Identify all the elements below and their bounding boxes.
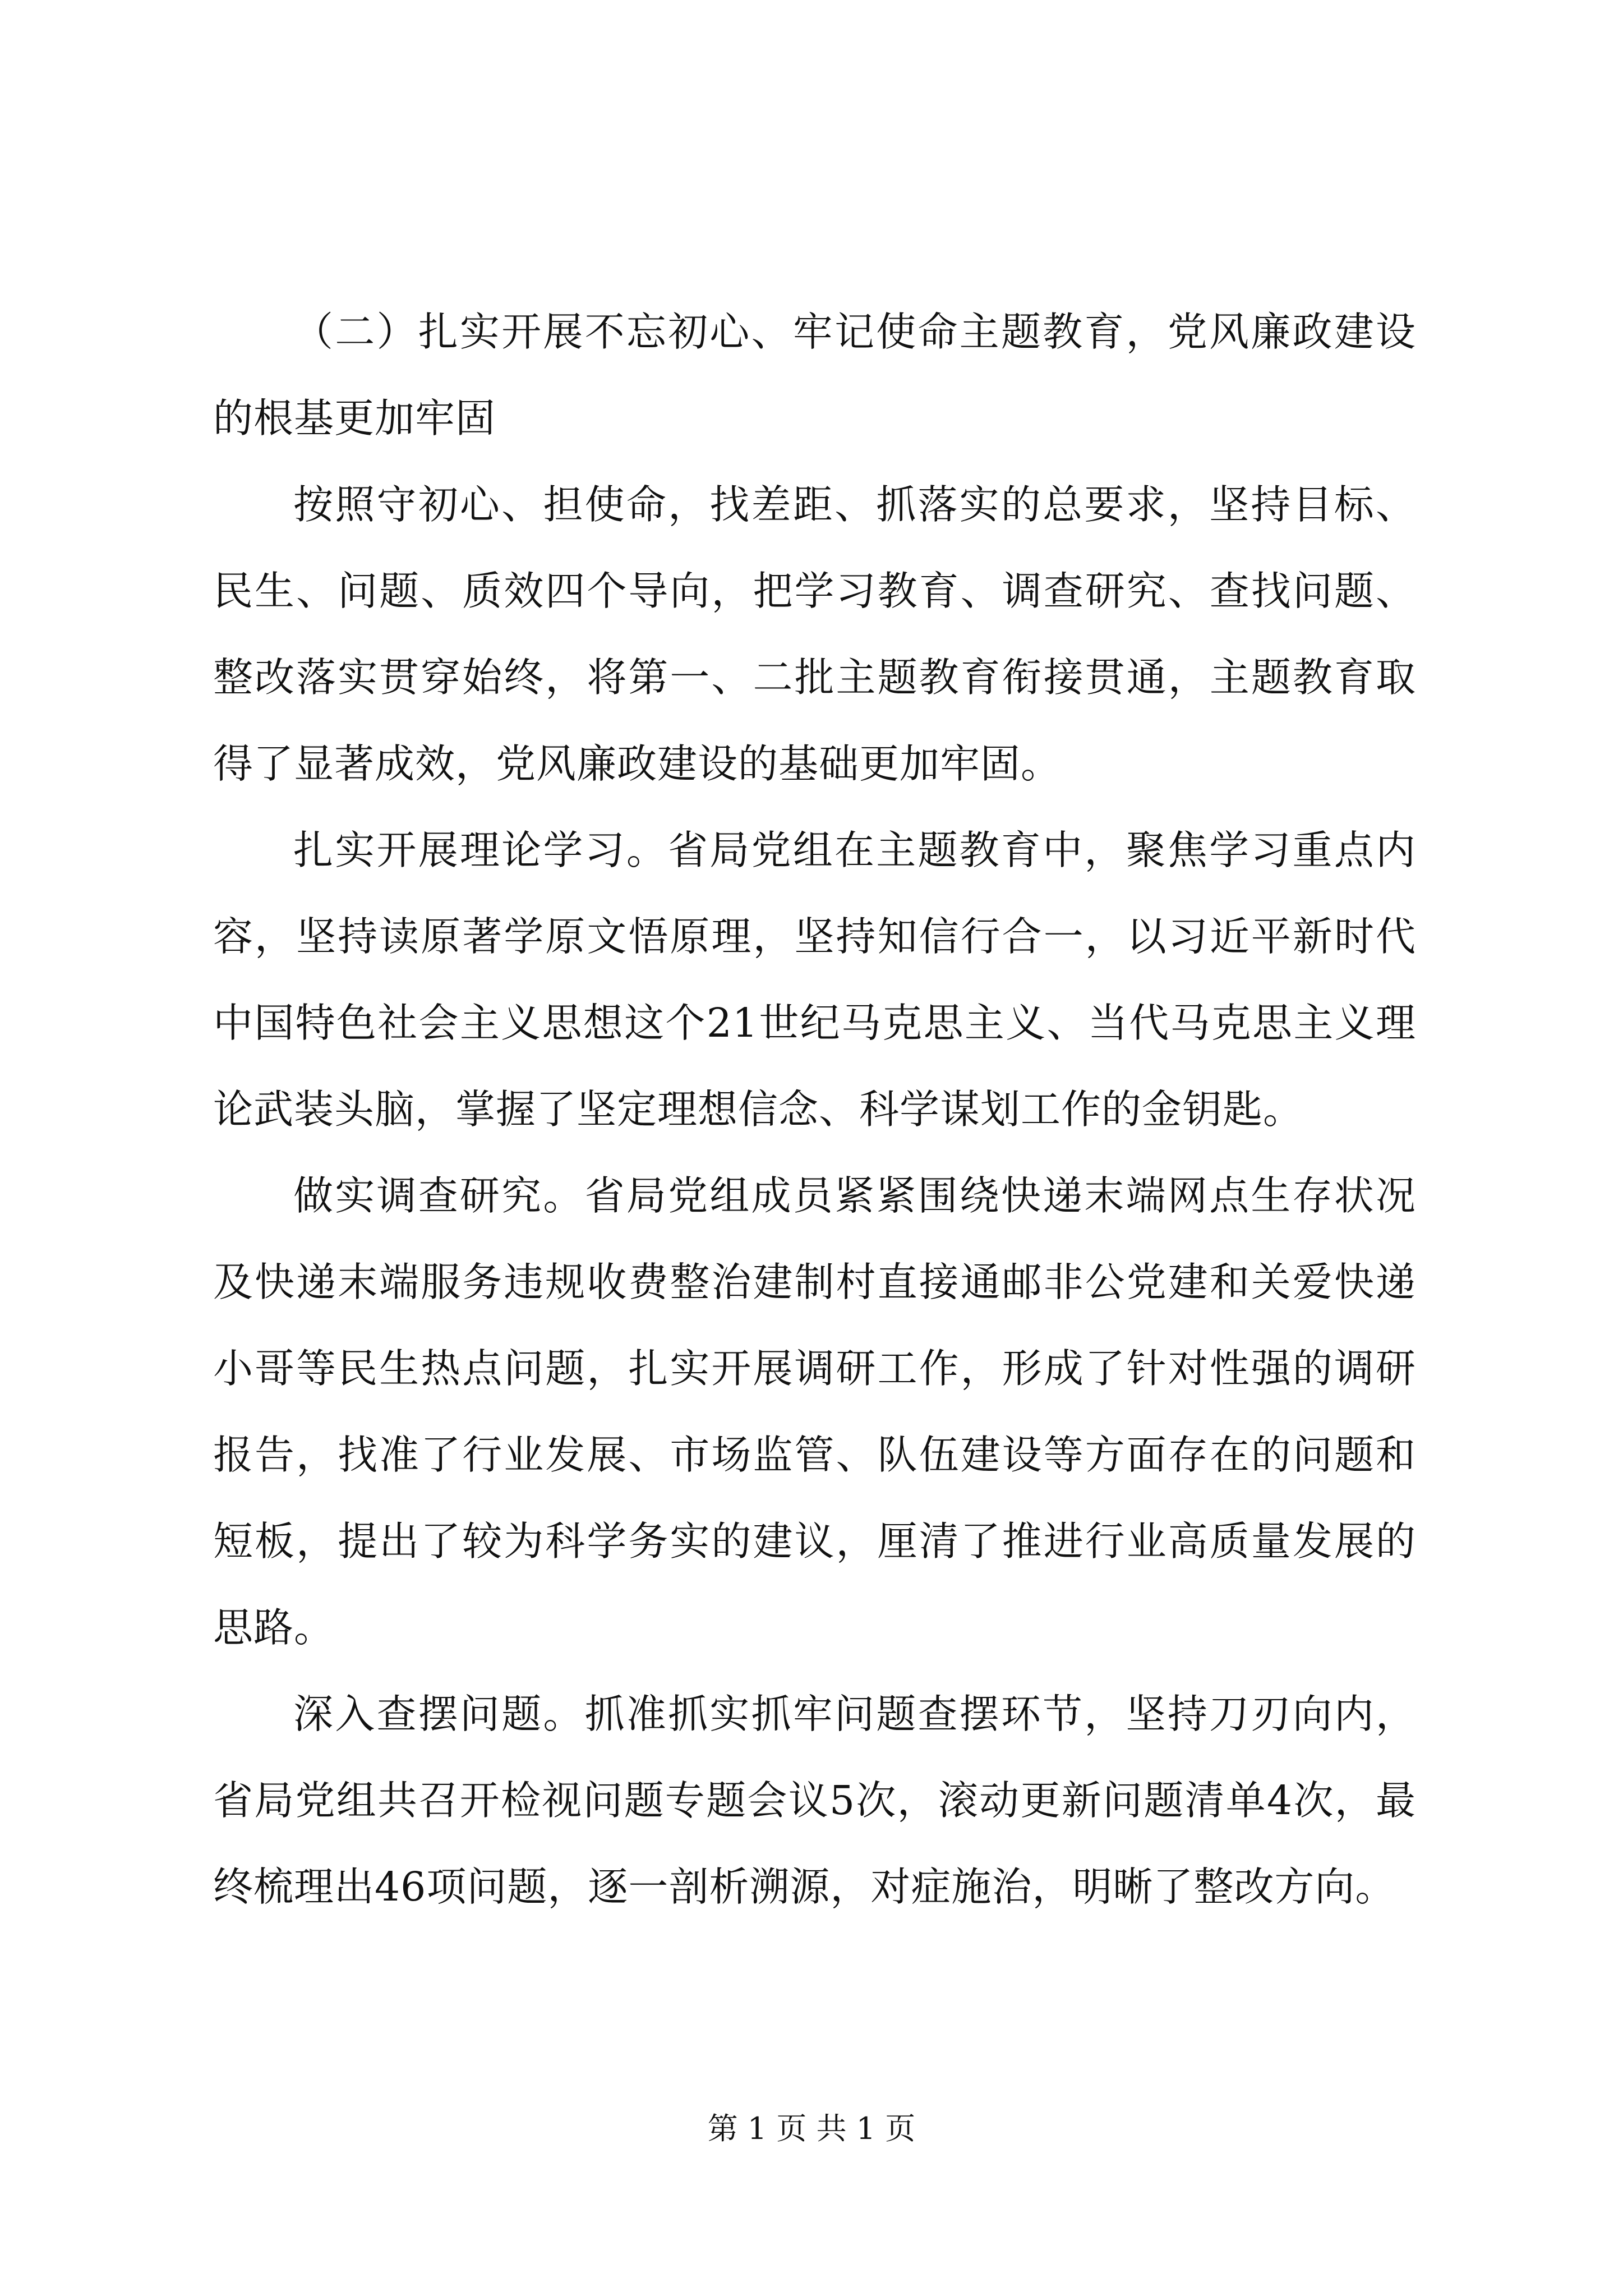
section-heading: （二）扎实开展不忘初心、牢记使命主题教育，党风廉政建设的根基更加牢固 — [213, 309, 1416, 441]
paragraph-research: 做实调查研究。省局党组成员紧紧围绕快递末端网点生存状况及快递末端服务违规收费整治建制村直接通邮非公党建和关爱快递小哥等民生热点问题，扎实开展调研工作，形成了针对性强的调研报告，找准了行业发展、市场监管、队伍建设等方面存在的问题和短板，提出了较为科学务实的建议，厘清了推进行业高质量发展的思路。 — [213, 1172, 1416, 1651]
document-body — [213, 289, 1416, 1930]
paragraph-overview: 按照守初心、担使命，找差距、抓落实的总要求，坚持目标、民生、问题、质效四个导向，把学习教育、调查研究、查找问题、整改落实贯穿始终，将第一、二批主题教育衔接贯通，主题教育取得了显著成效，党风廉政建设的基础更加牢固。 — [213, 481, 1416, 787]
paragraph-theory-study: 扎实开展理论学习。省局党组在主题教育中，聚焦学习重点内容，坚持读原著学原文悟原理，坚持知信行合一，以习近平新时代中国特色社会主义思想这个21世纪马克思主义、当代马克思主义理论武装头脑，掌握了坚定理想信念、科学谋划工作的金钥匙。 — [213, 827, 1416, 1133]
page-footer: 第 1 页 共 1 页 — [707, 2111, 916, 2146]
paragraph-problem-review: 深入查摆问题。抓准抓实抓牢问题查摆环节，坚持刀刃向内，省局党组共召开检视问题专题会议5次，滚动更新问题清单4次，最终梳理出46项问题，逐一剖析溯源，对症施治，明晰了整改方向。 — [213, 1691, 1416, 1910]
